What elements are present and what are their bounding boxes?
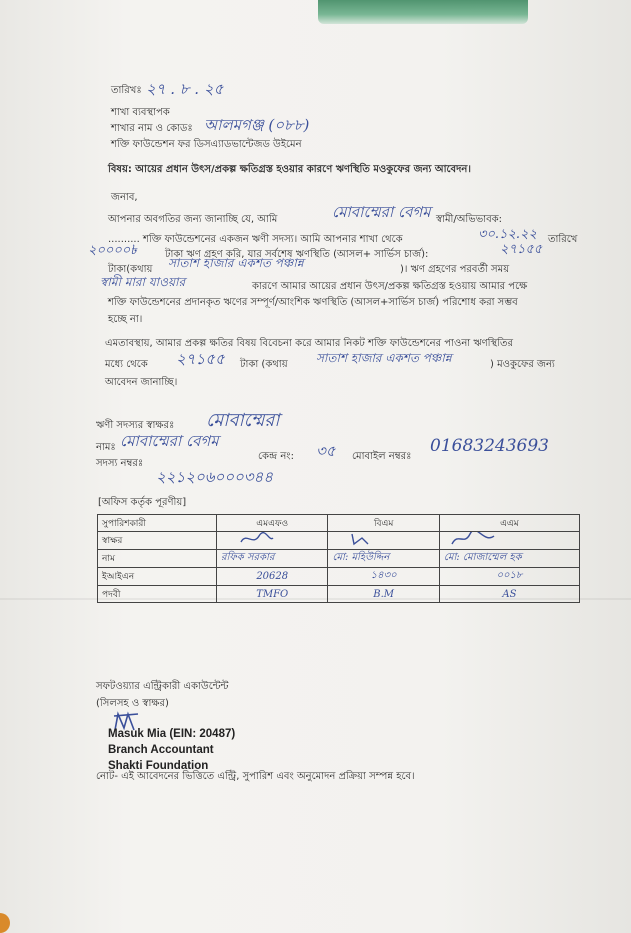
mfo-signature <box>221 532 281 546</box>
member-id-value: ২২১২০৬০০০৩৪৪ <box>156 468 273 486</box>
table-cell: TMFO <box>217 586 328 603</box>
reason-handwritten: স্বামী মারা যাওয়ার <box>100 275 186 289</box>
table-cell: AS <box>439 586 579 603</box>
body-p1-line4: টাকা(কথায় <box>108 264 153 275</box>
body-p1-line2-end: তারিখে <box>548 234 578 245</box>
recommendation-table <box>97 514 580 603</box>
body-p1-line1-end: স্বামী/অভিভাবক: <box>436 214 503 225</box>
body-p2-line2-start: মধ্যে থেকে <box>105 359 148 370</box>
body-p2-line2-end: ) মওকুফের জন্য <box>490 359 555 370</box>
body-p1-line2: .......... শক্তি ফাউন্ডেশনের একজন ঋণী সদস্য। আমি আপনার শাখা থেকে <box>108 234 403 245</box>
branch-name-value: আলমগঞ্জ (০৮৮) <box>204 116 310 134</box>
body-p1-line3: টাকা ঋণ গ্রহণ করি, যার সর্বশেষ ঋণস্থিতি (আসল+ সার্ভিস চার্জ): <box>165 249 429 260</box>
seal-note: (সিলসহ ও স্বাক্ষর) <box>96 698 169 709</box>
member-name-handwritten: মোবাম্মেরা বেগম <box>332 203 431 221</box>
table-header-cell: এমএফও <box>217 515 328 532</box>
recipient-org: শক্তি ফাউন্ডেশন ফর ডিসএ্যাডভান্টেজড উইমেন <box>111 139 302 150</box>
body-p1-line7: হচ্ছে না। <box>108 314 143 325</box>
stamp-title: Branch Accountant <box>108 744 214 756</box>
body-p1-line6: শক্তি ফাউন্ডেশনের প্রদানকৃত ঋণের সম্পূর্ণ/আংশিক ঋণস্থিতি (আসল+সার্ভিস চার্জ) পরিশোধ করা সম্ভব <box>108 297 518 308</box>
row-label: স্বাক্ষর <box>98 532 217 550</box>
mfo-signature-cell <box>217 532 328 550</box>
member-sig-label: ঋণী সদস্যর স্বাক্ষরঃ <box>96 420 175 431</box>
am-signature <box>444 532 504 546</box>
body-p2-line2-mid: টাকা (কথায় <box>240 359 288 370</box>
body-p1-line1: আপনার অবগতির জন্য জানাচ্ছি যে, আমি <box>108 214 278 225</box>
branch-name-label: শাখার নাম ও কোডঃ <box>111 123 193 134</box>
table-cell: 20628 <box>217 568 328 586</box>
member-name-value: মোবাম্মেরা বেগম <box>120 432 219 450</box>
centre-label: কেন্দ্র নং: <box>258 451 294 462</box>
date-value: ২৭ . ৮ . ২৫ <box>146 80 224 98</box>
table-cell: ১৪৩০ <box>328 568 439 586</box>
body-p2-line3: আবেদন জানাচ্ছি। <box>105 377 178 388</box>
loan-amount-handwritten: ২০০০০৳ <box>88 243 137 258</box>
table-row <box>98 586 580 603</box>
green-tape-strip <box>318 0 528 24</box>
member-signature: মোবাম্মেরা <box>206 410 280 431</box>
mobile-label: মোবাইল নম্বরঃ <box>352 451 412 462</box>
office-heading: [অফিস কর্তৃক পূরণীয়] <box>98 497 187 508</box>
bm-signature-cell <box>328 532 439 550</box>
table-cell: মো: মহিউদ্দিন <box>328 550 439 568</box>
row-label: ইআইএন <box>98 568 217 586</box>
table-cell: মো: মোজাম্মেল হক <box>439 550 579 568</box>
body-p1-line4-end: )। ঋণ গ্রহণের পরবর্তী সময় <box>400 264 510 275</box>
outstanding-handwritten: ২৭১৫৫ <box>500 242 543 257</box>
accountant-role: সফটওয়্যার এন্ট্রিকারী একাউন্টেন্ট <box>96 681 229 692</box>
row-label: পদবী <box>98 586 217 603</box>
recipient-line-1: শাখা ব্যবস্থাপক <box>111 107 170 118</box>
loan-date-handwritten: ৩০.১২.২২ <box>478 227 537 242</box>
subject-line: বিষয়: আয়ের প্রধান উৎস/প্রকল্প ক্ষতিগ্রস্ত হওয়ার কারণে ঋণস্থিতি মওকুফের জন্য আবেদন। <box>108 164 471 175</box>
member-name-label: নামঃ <box>96 442 116 453</box>
salutation: জনাব, <box>111 192 138 203</box>
row-label: নাম <box>98 550 217 568</box>
am-signature-cell <box>439 532 579 550</box>
table-row <box>98 550 580 568</box>
date-label: তারিখঃ <box>111 85 142 96</box>
waiver-words-handwritten: সাতাশ হাজার একশত পঞ্চান্ন <box>316 351 452 365</box>
table-header-row <box>98 515 580 532</box>
centre-value: ৩৫ <box>316 442 336 460</box>
table-row <box>98 532 580 550</box>
table-row <box>98 568 580 586</box>
waiver-amount-handwritten: ২৭১৫৫ <box>176 350 225 368</box>
table-header-cell: সুপারিশকারী <box>98 515 217 532</box>
table-cell: B.M <box>328 586 439 603</box>
table-header-cell: বিএম <box>328 515 439 532</box>
footer-note: নোট- এই আবেদনের ভিত্তিতে এন্ট্রি, সুপারিশ এবং অনুমোদন প্রক্রিয়া সম্পন্ন হবে। <box>96 771 415 782</box>
stamp-name: Masuk Mia (EIN: 20487) <box>108 728 236 740</box>
table-header-cell: এএম <box>439 515 579 532</box>
table-cell: ০০১৮ <box>439 568 579 586</box>
body-p1-line5: কারণে আমার আয়ের প্রধান উৎস/প্রকল্প ক্ষতিগ্রস্ত হওয়ায় আমার পক্ষে <box>252 281 528 292</box>
table-cell: রফিক সরকার <box>217 550 328 568</box>
bm-signature <box>332 532 392 546</box>
mobile-value: 01683243693 <box>430 436 549 456</box>
body-p2-line1: এমতাবস্থায়, আমার প্রকল্প ক্ষতির বিষয় বিবেচনা করে আমার নিকট শক্তি ফাউন্ডেশনের পাওনা ঋণস্থিতির <box>105 338 514 349</box>
member-id-label: সদস্য নম্বরঃ <box>96 458 144 469</box>
outstanding-words-handwritten: সাতাশ হাজার একশত পঞ্চান্ন <box>168 256 304 270</box>
stamp-org: Shakti Foundation <box>108 760 209 772</box>
